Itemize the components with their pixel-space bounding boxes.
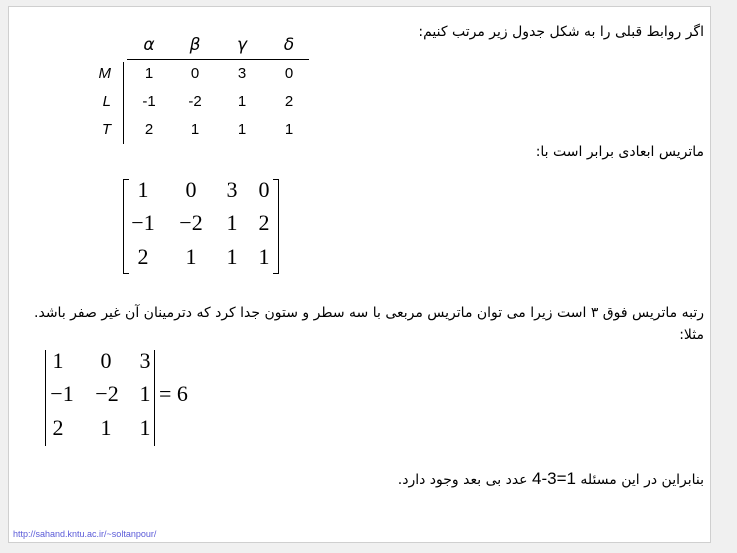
det-cell: 3 <box>139 348 151 373</box>
matrix-cell: 2 <box>258 210 270 235</box>
table-cell: -2 <box>188 93 202 110</box>
det-result: = 6 <box>159 381 188 406</box>
conclusion-pre: بنابراین در این مسئله <box>580 472 704 488</box>
det-cell: 0 <box>100 348 112 373</box>
col-alpha: α <box>143 35 155 55</box>
example-label: مثلا: <box>679 327 704 343</box>
matrix-caption: ماتریس ابعادی برابر است با: <box>535 144 704 160</box>
table-cell: 3 <box>237 65 247 82</box>
det-cell: 2 <box>52 415 64 440</box>
footer-url-link[interactable]: http://sahand.kntu.ac.ir/~soltanpour/ <box>13 529 157 539</box>
matrix-cell: −1 <box>131 210 155 235</box>
table-header-rule <box>127 59 309 60</box>
matrix-cell: 3 <box>226 177 238 202</box>
table-cell: 1 <box>284 121 294 138</box>
table-label-rule <box>123 62 124 144</box>
conclusion-post: عدد بی بعد وجود دارد. <box>397 472 528 488</box>
table-cell: 2 <box>284 93 294 110</box>
matrix-cell: −2 <box>179 210 203 235</box>
table-cell: 1 <box>144 65 154 82</box>
matrix-cell: 2 <box>137 244 149 269</box>
col-gamma: γ <box>236 35 248 55</box>
row-label-t: T <box>101 121 111 138</box>
col-delta: δ <box>283 35 295 55</box>
table-cell: -1 <box>142 93 156 110</box>
col-beta: β <box>189 35 201 55</box>
det-cell: 1 <box>139 381 151 406</box>
slide-page <box>8 6 711 543</box>
det-cell: 1 <box>100 415 112 440</box>
matrix-cell: 0 <box>185 177 197 202</box>
row-label-m: M <box>98 65 111 82</box>
det-cell: −2 <box>95 381 119 406</box>
table-cell: 1 <box>237 121 247 138</box>
det-cell: −1 <box>50 381 74 406</box>
matrix-cell: 1 <box>226 210 238 235</box>
matrix-cell: 1 <box>137 177 149 202</box>
table-cell: 1 <box>190 121 200 138</box>
matrix-cell: 1 <box>185 244 197 269</box>
table-cell: 0 <box>190 65 200 82</box>
rank-explanation: رتبه ماتریس فوق ۳ است زیرا می توان ماتریس مربعی با سه سطر و ستون جدا کرد که دترمینان آن غیر صفر باشد. <box>34 305 704 321</box>
table-cell: 0 <box>284 65 294 82</box>
matrix-cell: 1 <box>226 244 238 269</box>
intro-text: اگر روابط قبلی را به شکل جدول زیر مرتب کنیم: <box>418 24 704 40</box>
conclusion-text <box>398 469 704 489</box>
row-label-l: L <box>102 93 111 110</box>
det-cell: 1 <box>139 415 151 440</box>
matrix-cell: 1 <box>258 244 270 269</box>
table-cell: 1 <box>237 93 247 110</box>
matrix-cell: 0 <box>258 177 270 202</box>
table-cell: 2 <box>144 121 154 138</box>
conclusion-equation: 4-3=1 <box>532 469 576 488</box>
det-cell: 1 <box>52 348 64 373</box>
